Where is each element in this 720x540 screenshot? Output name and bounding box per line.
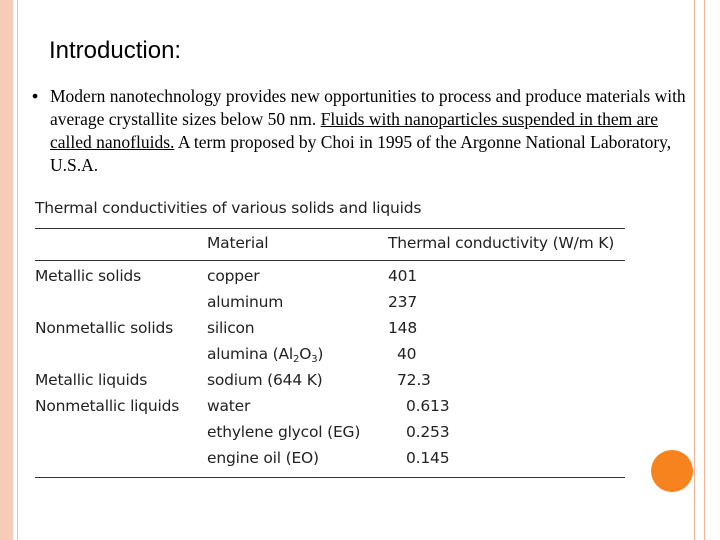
table-cell-value: 237: [388, 293, 417, 311]
table-cell-category: Nonmetallic liquids: [35, 397, 180, 415]
table-cell-value: 0.253: [406, 423, 450, 441]
table-row: [35, 293, 625, 318]
table-cell-material: sodium (644 K): [207, 371, 323, 389]
table-cell-category: Metallic solids: [35, 267, 141, 285]
table-header-material: Material: [207, 234, 269, 252]
table-cell-material: silicon: [207, 319, 255, 337]
table-row: [35, 449, 625, 474]
alumina-oxygen: O: [299, 345, 312, 363]
table-cell-value: 148: [388, 319, 417, 337]
slide-title-colon: :: [174, 37, 182, 64]
table-cell-material: engine oil (EO): [207, 449, 319, 467]
table-cell-material: copper: [207, 267, 260, 285]
table-row: [35, 371, 625, 396]
table-cell-category: Metallic liquids: [35, 371, 148, 389]
table-cell-category: Nonmetallic solids: [35, 319, 173, 337]
bullet-paragraph: [32, 85, 688, 177]
alumina-sub-2: 2: [293, 354, 300, 365]
table-cell-value: 0.613: [406, 397, 450, 415]
slide-frame-right-line-1: [694, 0, 695, 540]
bullet-text: [32, 85, 688, 177]
table-rule-header: [35, 260, 625, 261]
bullet-text-part-1: Modern nanotechnology provides new opportunities to process and produce materials with average crystallite sizes below 50 nm.: [50, 86, 686, 129]
alumina-prefix: alumina (Al: [207, 345, 294, 363]
table-row: [35, 267, 625, 292]
table-cell-material: ethylene glycol (EG): [207, 423, 361, 441]
table-row: [35, 423, 625, 448]
slide-frame-left-bar: [0, 0, 13, 540]
bullet-text-underlined: Fluids with nanoparticles suspended in them are called nanofluids.: [50, 109, 658, 152]
table-header-conductivity: Thermal conductivity (W/m K): [388, 234, 615, 252]
table-cell-material: [207, 345, 323, 365]
table-cell-material: water: [207, 397, 251, 415]
slide-frame-left-line: [17, 0, 18, 540]
table-cell-value: 72.3: [397, 371, 431, 389]
table-row: [35, 319, 625, 344]
table-cell-value: 40: [397, 345, 417, 363]
slide-title: [49, 37, 181, 65]
table-title: Thermal conductivities of various solids and liquids: [35, 199, 422, 217]
alumina-sub-3: 3: [311, 354, 318, 365]
accent-circle: [651, 450, 693, 492]
alumina-suffix: ): [317, 345, 324, 363]
table-rule-top: [35, 228, 625, 229]
thermal-conductivity-table: [35, 197, 625, 467]
table-cell-value: 401: [388, 267, 417, 285]
bullet-text-part-2: A term proposed by Choi in 1995 of the Argonne National Laboratory, U.S.A.: [50, 132, 672, 175]
bullet-symbol: •: [32, 86, 39, 106]
slide-frame-right-line-2: [704, 0, 705, 540]
table-row: [35, 397, 625, 422]
slide-title-text: Introduction: [49, 37, 175, 64]
table-rule-bottom: [35, 477, 625, 478]
table-cell-material: aluminum: [207, 293, 284, 311]
table-row: [35, 345, 625, 370]
table-cell-value: 0.145: [406, 449, 450, 467]
